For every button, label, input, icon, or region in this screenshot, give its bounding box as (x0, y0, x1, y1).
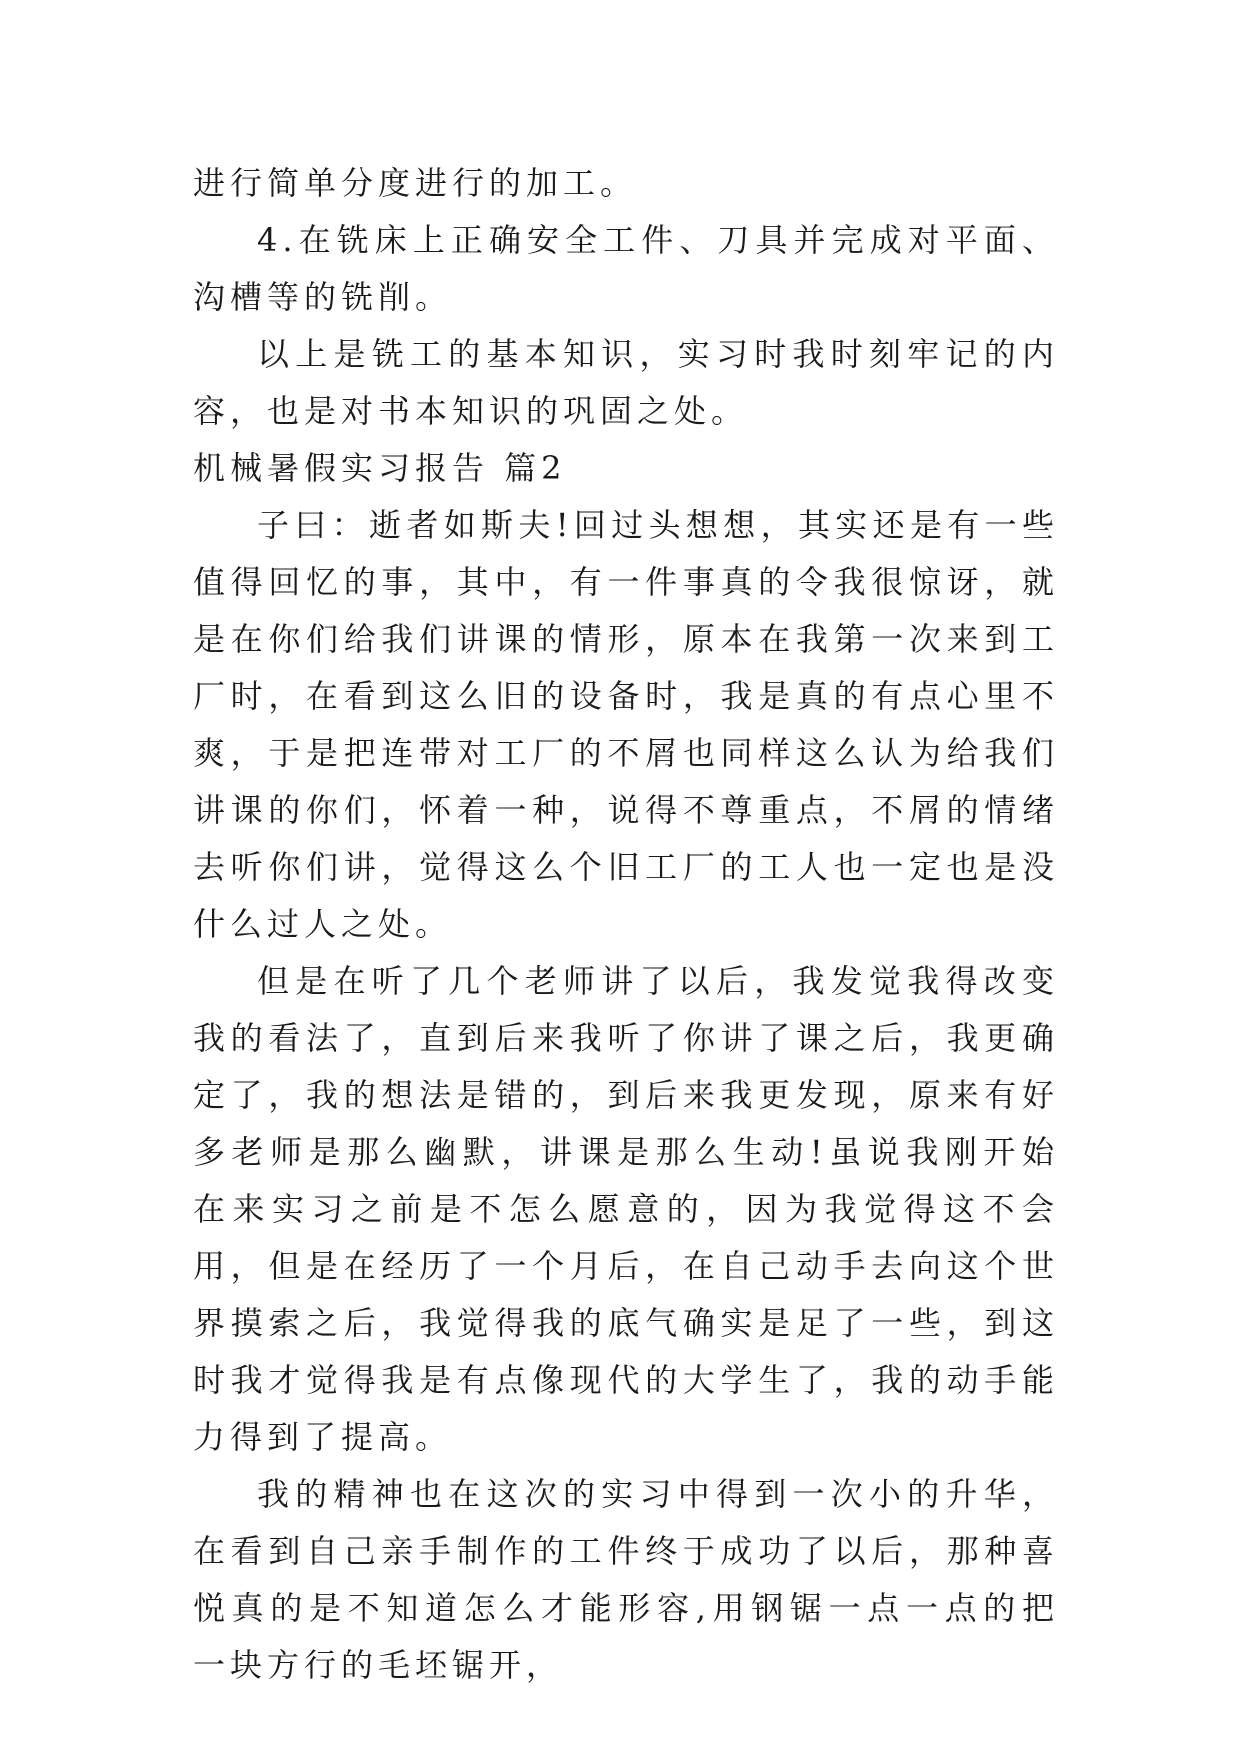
paragraph-continuation: 进行简单分度进行的加工。 (193, 164, 638, 202)
section-heading: 机械暑假实习报告 篇2 (193, 449, 567, 487)
paragraph-item-4: 4.在铣床上正确安全工件、刀具并完成对平面、沟槽等的铣削。 (193, 221, 1059, 316)
paragraph-reflection-2: 但是在听了几个老师讲了以后，我发觉我得改变我的看法了，直到后来我听了你讲了课之后，我更确定了，我的想法是错的，到后来我更发现，原来有好多老师是那么幽默，讲课是那么生动!虽说我刚开始在来实习之前是不怎么愿意的，因为我觉得这不会用，但是在经历了一个月后，在自己动手去向这个世界摸索之后，我觉得我的底气确实是足了一些，到这时我才觉得我是有点像现代的大学生了，我的动手能力得到了提高。 (193, 962, 1059, 1456)
paragraph-summary: 以上是铣工的基本知识，实习时我时刻牢记的内容，也是对书本知识的巩固之处。 (193, 335, 1059, 430)
paragraph-reflection-3: 我的精神也在这次的实习中得到一次小的升华，在看到自己亲手制作的工件终于成功了以后，那种喜悦真的是不知道怎么才能形容,用钢锯一点一点的把一块方行的毛坯锯开， (193, 1475, 1059, 1684)
paragraph-reflection-1: 子曰：逝者如斯夫!回过头想想，其实还是有一些值得回忆的事，其中，有一件事真的令我很惊讶，就是在你们给我们讲课的情形，原本在我第一次来到工厂时，在看到这么旧的设备时，我是真的有点心里不爽，于是把连带对工厂的不屑也同样这么认为给我们讲课的你们，怀着一种，说得不尊重点，不屑的情绪去听你们讲，觉得这么个旧工厂的工人也一定也是没什么过人之处。 (193, 506, 1059, 943)
document-body (193, 155, 1059, 1694)
